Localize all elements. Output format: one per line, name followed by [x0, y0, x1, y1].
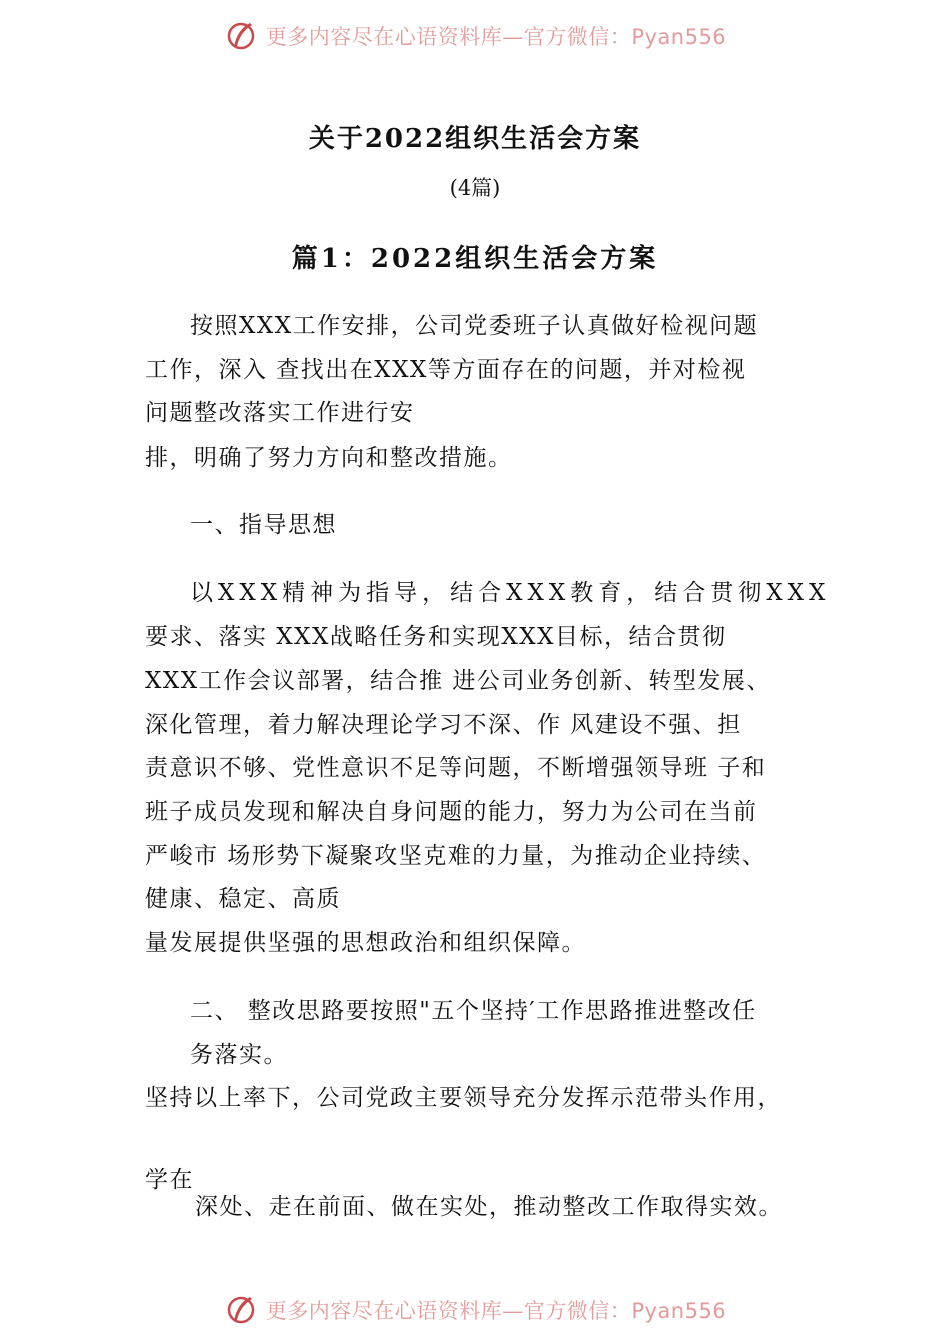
body-line: 坚持以上率下，公司党政主要领导充分发挥示范带头作用， [145, 1085, 782, 1111]
body-line: 健康、稳定、高质 [145, 886, 341, 912]
body-line: 量发展提供坚强的思想政治和组织保障。 [145, 930, 586, 956]
body-line: 责意识不够、党性意识不足等问题，不断增强领导班 子和 [145, 755, 767, 781]
body-line: 工作，深入 查找出在XXX等方面存在的问题，并对检视 [145, 357, 747, 383]
watermark-text: 更多内容尽在心语资料库—官方微信：Pyan556 [265, 1299, 727, 1323]
quill-logo-icon [224, 1293, 258, 1327]
body-line: XXX工作会议部署，结合推 进公司业务创新、转型发展、 [145, 668, 771, 694]
body-line: 务落实。 [190, 1042, 288, 1068]
body-line: 排，明确了努力方向和整改措施。 [145, 445, 513, 471]
body-line: 要求、落实 XXX战略任务和实现XXX目标，结合贯彻 [145, 624, 727, 650]
document-subtitle: (4篇) [449, 176, 501, 200]
body-line: 问题整改落实工作进行安 [145, 400, 415, 426]
footer-watermark [0, 1290, 950, 1330]
body-line: 以XXX精神为指导，结合XXX教育，结合贯彻XXX [190, 580, 831, 606]
section-heading: 一、指导思想 [190, 512, 337, 538]
body-line: 深化管理，着力解决理论学习不深、作 风建设不强、担 [145, 712, 742, 738]
body-line: 学在 [145, 1167, 194, 1193]
watermark-text: 更多内容尽在心语资料库—官方微信：Pyan556 [265, 25, 727, 49]
document-title: 关于2022组织生活会方案 [308, 124, 642, 154]
section-heading: 二、 整改思路要按照"五个坚持′工作思路推进整改任 [190, 998, 757, 1024]
quill-logo-icon [224, 19, 258, 53]
body-line: 按照XXX工作安排，公司党委班子认真做好检视问题 [190, 313, 759, 339]
chapter-heading: 篇1：2022组织生活会方案 [291, 244, 659, 274]
body-line: 班子成员发现和解决自身问题的能力，努力为公司在当前 [145, 799, 758, 825]
body-line: 严峻市 场形势下凝聚攻坚克难的力量，为推动企业持续、 [145, 843, 767, 869]
body-line: 深处、走在前面、做在实处，推动整改工作取得实效。 [195, 1194, 783, 1220]
header-watermark [0, 16, 950, 56]
